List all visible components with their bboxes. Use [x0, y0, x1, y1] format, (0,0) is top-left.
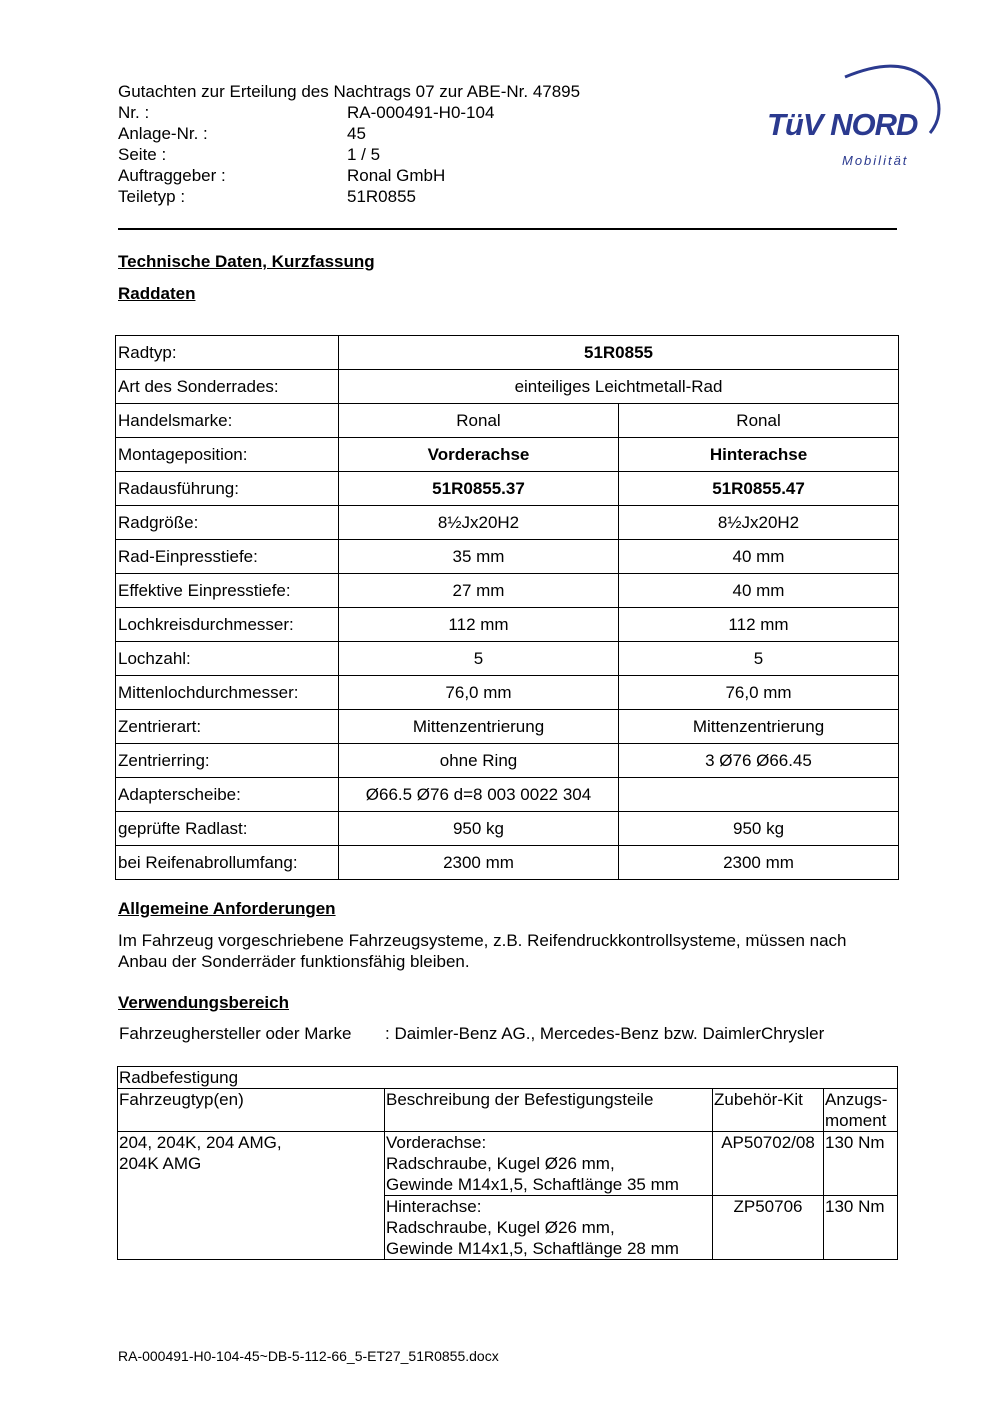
hinterachse-value: 950 kg: [619, 812, 899, 846]
hinterachse-value: [619, 778, 899, 812]
vorderachse-value: Mittenzentrierung: [339, 710, 619, 744]
table-row: [116, 676, 899, 710]
vorderachse-value: 5: [339, 642, 619, 676]
table-header-row: [118, 1089, 898, 1132]
header-divider: [118, 228, 897, 230]
row-label: Lochzahl:: [116, 642, 339, 676]
section-heading-raddaten: Raddaten: [118, 284, 196, 303]
hinterachse-value: 5: [619, 642, 899, 676]
table-row: [116, 642, 899, 676]
table-row: [116, 574, 899, 608]
table-title: Radbefestigung: [118, 1067, 898, 1089]
document-title: Gutachten zur Erteilung des Nachtrags 07 zur ABE-Nr. 47895: [118, 82, 581, 101]
row-label: Zentrierring:: [116, 744, 339, 778]
hinterachse-value: 51R0855.47: [619, 472, 899, 506]
header-anzugsmoment: [824, 1089, 898, 1132]
row-label: Radtyp:: [116, 336, 339, 370]
header-field-auftraggeber: [118, 165, 446, 186]
tuv-nord-logo-arc-icon: [760, 55, 945, 175]
fahrzeugtyp-line2: 204K AMG: [119, 1154, 202, 1173]
vorderachse-value: ohne Ring: [339, 744, 619, 778]
table-row: [116, 778, 899, 812]
hinterachse-value: 76,0 mm: [619, 676, 899, 710]
table-row: [116, 506, 899, 540]
vorderachse-value: 950 kg: [339, 812, 619, 846]
header-anzugsmoment-line2: moment: [825, 1111, 887, 1130]
header-field-value: Ronal GmbH: [347, 166, 446, 185]
row-label: Effektive Einpresstiefe:: [116, 574, 339, 608]
header-beschreibung: Beschreibung der Befestigungsteile: [385, 1089, 713, 1132]
vorderachse-value: Ronal: [339, 404, 619, 438]
hinterachse-value: 40 mm: [619, 574, 899, 608]
beschreibung-line: Vorderachse:: [386, 1133, 487, 1152]
table-row: [116, 438, 899, 472]
beschreibung-line: Gewinde M14x1,5, Schaftlänge 35 mm: [386, 1175, 679, 1194]
hinterachse-value: 2300 mm: [619, 846, 899, 880]
row-label: Art des Sonderrades:: [116, 370, 339, 404]
vorderachse-value: 76,0 mm: [339, 676, 619, 710]
radbefestigung-table: [117, 1066, 898, 1260]
row-label: Radgröße:: [116, 506, 339, 540]
table-row: [116, 744, 899, 778]
logo-subtitle: Mobilität: [842, 153, 909, 168]
row-label: Mittenlochdurchmesser:: [116, 676, 339, 710]
hinterachse-value: 40 mm: [619, 540, 899, 574]
row-label: bei Reifenabrollumfang:: [116, 846, 339, 880]
hinterachse-value: 8½Jx20H2: [619, 506, 899, 540]
row-label: Lochkreisdurchmesser:: [116, 608, 339, 642]
vorderachse-value: 8½Jx20H2: [339, 506, 619, 540]
table-row: [116, 472, 899, 506]
footer-filename: RA-000491-H0-104-45~DB-5-112-66_5-ET27_51R0855.docx: [118, 1348, 499, 1364]
header-field-value: 1 / 5: [347, 145, 381, 164]
vorderachse-value: 27 mm: [339, 574, 619, 608]
table-row: [116, 540, 899, 574]
row-label: Adapterscheibe:: [116, 778, 339, 812]
row-label: Radausführung:: [116, 472, 339, 506]
section-heading-technische-daten: Technische Daten, Kurzfassung: [118, 252, 375, 271]
anzugsmoment-cell: 130 Nm: [824, 1132, 898, 1196]
radtyp-value: 51R0855: [339, 336, 899, 370]
header-field-teiletyp: [118, 186, 417, 207]
header-field-label: Seite :: [118, 145, 167, 164]
vorderachse-value: Ø66.5 Ø76 d=8 003 0022 304: [339, 778, 619, 812]
vorderachse-value: 51R0855.37: [339, 472, 619, 506]
header-field-value: 51R0855: [347, 187, 417, 206]
header-field-label: Anlage-Nr. :: [118, 124, 208, 143]
row-label: Zentrierart:: [116, 710, 339, 744]
beschreibung-line: Radschraube, Kugel Ø26 mm,: [386, 1218, 615, 1237]
table-row: [116, 336, 899, 370]
table-row: [116, 404, 899, 438]
header-field-value: RA-000491-H0-104: [347, 103, 495, 122]
verwendung-label: Fahrzeughersteller oder Marke: [119, 1024, 352, 1043]
table-row: [118, 1132, 898, 1196]
allgemeine-paragraph: Im Fahrzeug vorgeschriebene Fahrzeugsysteme, z.B. Reifendruckkontrollsysteme, müssen nach Anbau der Sonderräder funktionsfähig bleiben.: [118, 931, 847, 971]
table-row: [116, 710, 899, 744]
art-value: einteiliges Leichtmetall-Rad: [339, 370, 899, 404]
logo-brand-text: TüV NORD: [767, 107, 918, 142]
row-label: geprüfte Radlast:: [116, 812, 339, 846]
hinterachse-value: Hinterachse: [619, 438, 899, 472]
header-field-label: Teiletyp :: [118, 187, 186, 206]
beschreibung-line: Radschraube, Kugel Ø26 mm,: [386, 1154, 615, 1173]
beschreibung-line: Gewinde M14x1,5, Schaftlänge 28 mm: [386, 1239, 679, 1258]
fahrzeugtyp-line1: 204, 204K, 204 AMG,: [119, 1133, 282, 1152]
tuv-nord-logo: [760, 55, 945, 175]
row-label: Montageposition:: [116, 438, 339, 472]
header-field-label: Nr. :: [118, 103, 150, 122]
header-zubehoer-kit: Zubehör-Kit: [713, 1089, 824, 1132]
beschreibung-cell: [385, 1132, 713, 1196]
hinterachse-value: Ronal: [619, 404, 899, 438]
header-field-anlage: [118, 123, 366, 144]
table-row: [116, 846, 899, 880]
row-label: Handelsmarke:: [116, 404, 339, 438]
hinterachse-value: Mittenzentrierung: [619, 710, 899, 744]
header-fahrzeugtyp: Fahrzeugtyp(en): [118, 1089, 385, 1132]
vorderachse-value: 2300 mm: [339, 846, 619, 880]
table-row: [116, 608, 899, 642]
header-anzugsmoment-line1: Anzugs-: [825, 1090, 888, 1109]
row-label: Rad-Einpresstiefe:: [116, 540, 339, 574]
section-heading-allgemeine: Allgemeine Anforderungen: [118, 899, 336, 918]
beschreibung-cell: [385, 1196, 713, 1260]
header-field-seite: [118, 144, 381, 165]
vorderachse-value: 112 mm: [339, 608, 619, 642]
beschreibung-line: Hinterachse:: [386, 1197, 482, 1216]
zubehoer-kit-cell: AP50702/08: [713, 1132, 824, 1196]
vorderachse-value: Vorderachse: [339, 438, 619, 472]
raddaten-table: [115, 335, 899, 880]
section-heading-verwendung: Verwendungsbereich: [118, 993, 289, 1012]
header-field-nr: [118, 102, 495, 123]
hinterachse-value: 112 mm: [619, 608, 899, 642]
fahrzeugtyp-cell: [118, 1132, 385, 1260]
table-row: [116, 812, 899, 846]
vorderachse-value: 35 mm: [339, 540, 619, 574]
hinterachse-value: 3 Ø76 Ø66.45: [619, 744, 899, 778]
table-row: [116, 370, 899, 404]
table-title-row: [118, 1067, 898, 1089]
anzugsmoment-cell: 130 Nm: [824, 1196, 898, 1260]
verwendung-value: : Daimler-Benz AG., Mercedes-Benz bzw. DaimlerChrysler: [385, 1024, 825, 1043]
zubehoer-kit-cell: ZP50706: [713, 1196, 824, 1260]
header-field-value: 45: [347, 124, 366, 143]
header-field-label: Auftraggeber :: [118, 166, 226, 185]
